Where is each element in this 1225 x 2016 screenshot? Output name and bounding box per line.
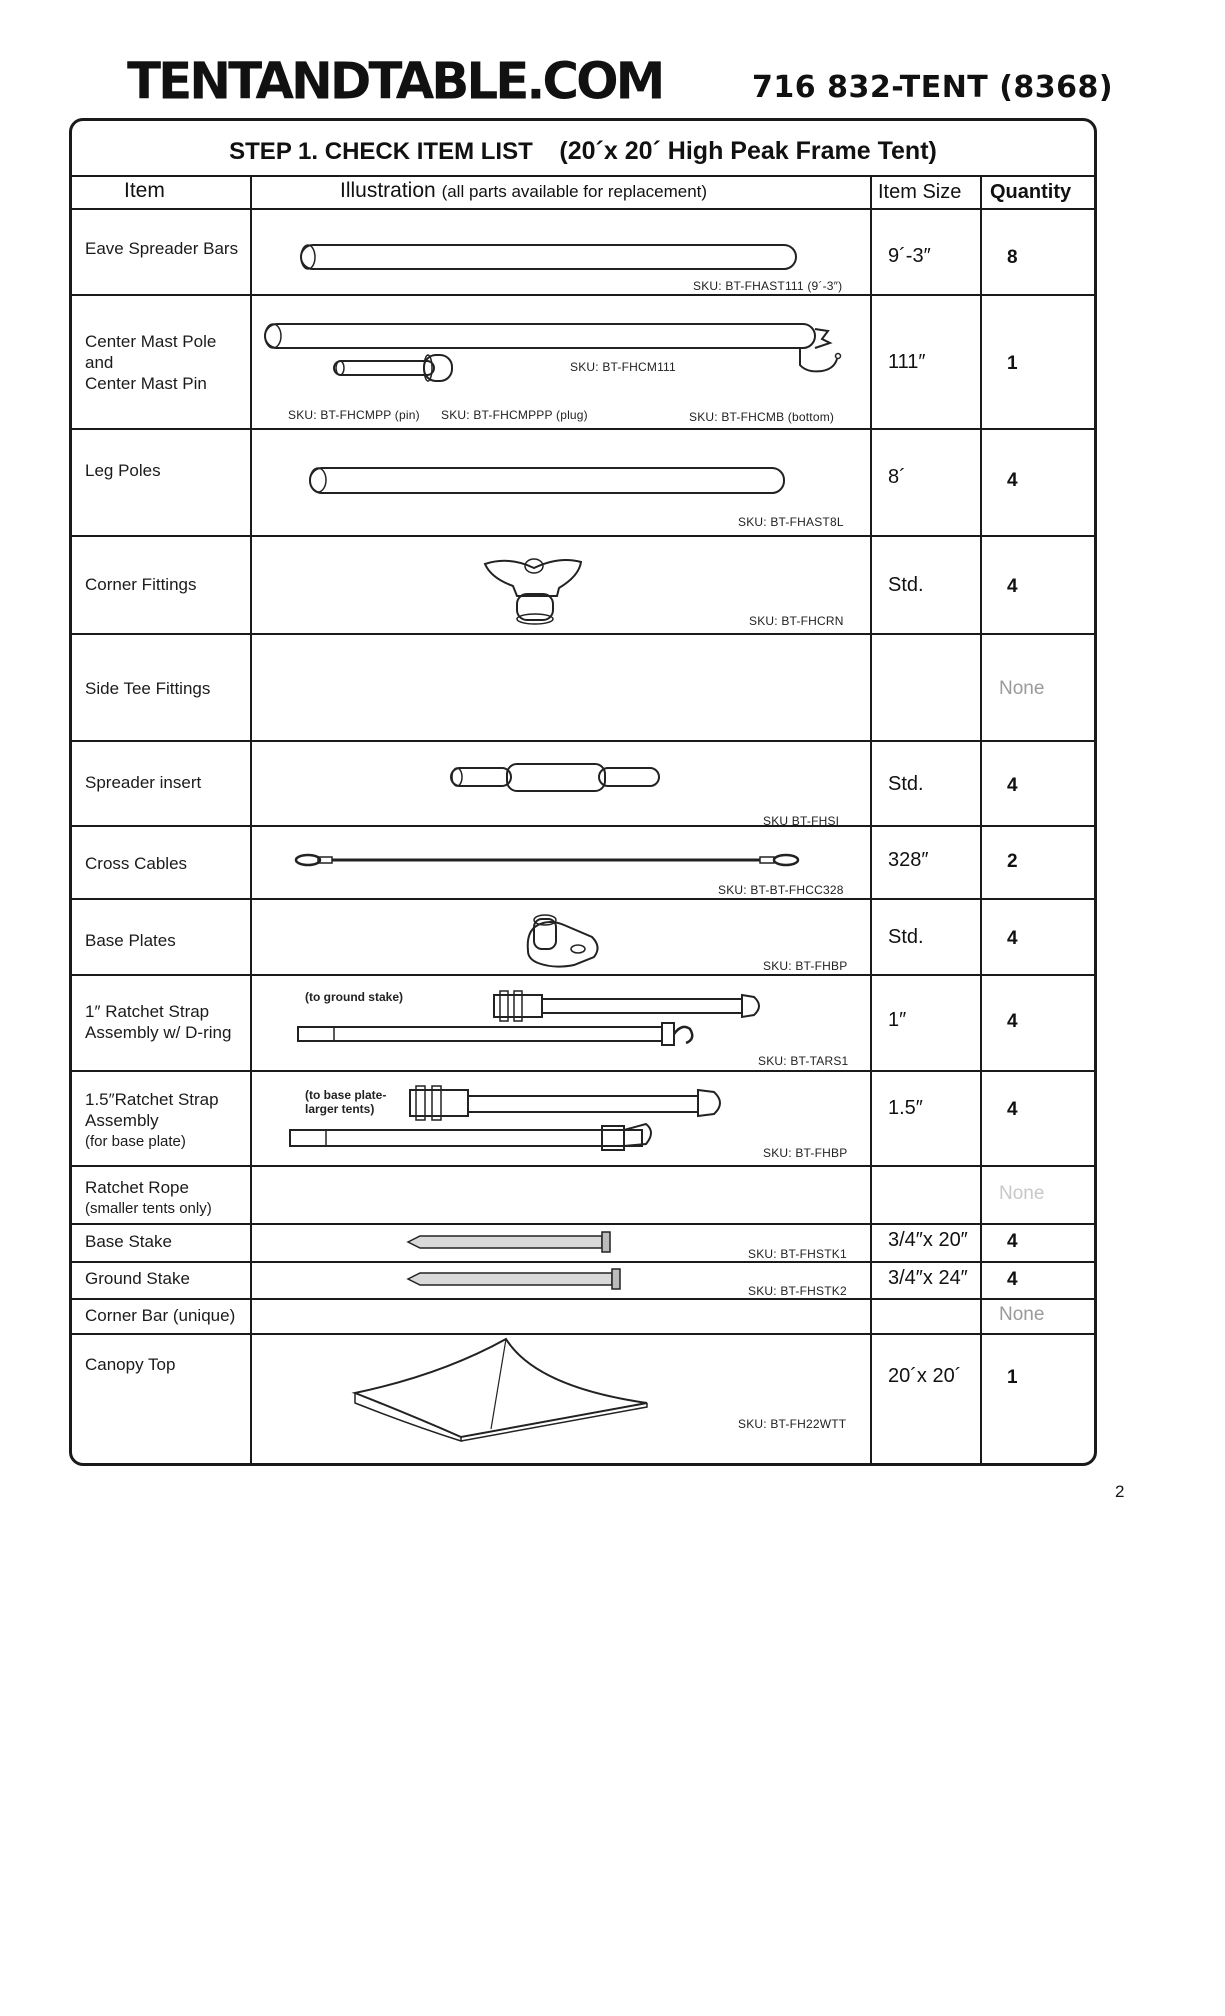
item-label: Ground Stake (85, 1269, 190, 1288)
item-size: Std. (888, 574, 924, 596)
item-label: Leg Poles (85, 461, 161, 480)
strap-note: (to base plate- larger tents) (305, 1088, 387, 1116)
item-label-line: Center Mast Pole (85, 332, 217, 351)
item-quantity: 4 (1007, 470, 1018, 491)
sku-label: SKU BT-FHSI (763, 814, 840, 828)
item-quantity: 4 (1007, 576, 1018, 597)
item-list-table (69, 118, 1097, 1466)
bar-icon (299, 242, 801, 272)
item-quantity: 4 (1007, 775, 1018, 796)
column-divider (980, 175, 982, 1465)
column-header-quantity: Quantity (990, 181, 1072, 203)
item-quantity: 1 (1007, 353, 1018, 374)
row-divider (72, 1165, 1094, 1167)
item-quantity: None (999, 678, 1045, 699)
step-title-subtitle: (20´x 20´ High Peak Frame Tent) (559, 137, 937, 165)
stake-icon (406, 1230, 616, 1254)
item-label-line: Assembly w/ D-ring (85, 1023, 232, 1042)
row-divider (72, 1070, 1094, 1072)
header-divider-bottom (72, 208, 1094, 210)
item-label (85, 1177, 250, 1219)
page-number: 2 (1115, 1482, 1125, 1501)
column-divider (250, 175, 252, 1465)
sku-label: SKU: BT-FHBP (763, 1146, 848, 1160)
item-size: 1″ (888, 1009, 907, 1031)
item-size: 3/4″x 20″ (888, 1229, 968, 1251)
row-divider (72, 898, 1094, 900)
sku-label: SKU: BT-FH22WTT (738, 1417, 847, 1431)
item-label (85, 1089, 250, 1152)
item-label: Canopy Top (85, 1355, 176, 1374)
row-divider (72, 1298, 1094, 1300)
cable-icon (294, 849, 802, 871)
row-divider (72, 428, 1094, 430)
row-divider (72, 825, 1094, 827)
item-size: 3/4″x 24″ (888, 1267, 968, 1289)
step-title (72, 137, 1094, 166)
item-quantity: 8 (1007, 247, 1018, 268)
mast-pole-icon (262, 321, 862, 391)
item-label-line: (for base plate) (85, 1133, 186, 1150)
sku-label: SKU: BT-FHCMB (bottom) (689, 410, 835, 424)
sku-label: SKU: BT-BT-FHCC328 (718, 883, 844, 897)
canopy-icon (351, 1337, 651, 1443)
item-size: 8´ (888, 466, 906, 488)
pole-icon (308, 465, 788, 497)
item-label: Base Stake (85, 1232, 172, 1251)
item-label (85, 331, 250, 394)
item-label: Base Plates (85, 931, 176, 950)
header-divider-top (72, 175, 1094, 177)
corner-fitting-icon (479, 546, 589, 628)
strap-note: (to ground stake) (305, 990, 403, 1004)
sku-label: SKU: BT-FHCMPPP (plug) (441, 408, 588, 422)
item-quantity: 4 (1007, 1099, 1018, 1120)
column-header-size: Item Size (878, 181, 962, 203)
item-size: 9´-3″ (888, 245, 931, 267)
item-quantity: 4 (1007, 1231, 1018, 1252)
item-quantity: None (999, 1183, 1045, 1204)
item-size: 111″ (888, 351, 926, 373)
sku-label: SKU: BT-TARS1 (758, 1054, 849, 1068)
row-divider (72, 740, 1094, 742)
item-size: 1.5″ (888, 1097, 923, 1119)
item-label: Corner Bar (unique) (85, 1306, 236, 1325)
item-label: Eave Spreader Bars (85, 239, 239, 258)
column-header-illustration (340, 179, 707, 203)
step-title-main: STEP 1. CHECK ITEM LIST (229, 138, 533, 165)
item-size: 328″ (888, 849, 929, 871)
column-header-illustration-label: Illustration (340, 179, 436, 202)
logo: TENTANDTABLE.COM (127, 51, 663, 111)
row-divider (72, 535, 1094, 537)
column-header-item: Item (124, 179, 165, 202)
item-label-line: and (85, 353, 114, 372)
row-divider (72, 1333, 1094, 1335)
item-label-line: (smaller tents only) (85, 1200, 212, 1217)
item-label-line: Ratchet Rope (85, 1178, 189, 1197)
spreader-insert-icon (449, 762, 663, 794)
base-plate-icon (524, 911, 602, 971)
item-quantity: 4 (1007, 928, 1018, 949)
item-label-line: Center Mast Pin (85, 374, 207, 393)
ratchet-strap-icon (294, 987, 774, 1049)
row-divider (72, 633, 1094, 635)
item-label: Spreader insert (85, 773, 202, 792)
item-label: Cross Cables (85, 854, 188, 873)
item-label: Side Tee Fittings (85, 679, 211, 698)
phone-number: 716 832-TENT (8368) (752, 70, 1114, 105)
sku-label: SKU: BT-FHCRN (749, 614, 844, 628)
item-label: Corner Fittings (85, 575, 197, 594)
item-quantity: None (999, 1304, 1045, 1325)
sku-label: SKU: BT-FHCM111 (570, 360, 676, 374)
stake-icon (406, 1267, 626, 1291)
sku-label: SKU: BT-FHAST111 (9´-3″) (693, 279, 843, 293)
column-divider (870, 175, 872, 1465)
row-divider (72, 974, 1094, 976)
item-size: Std. (888, 773, 924, 795)
sku-label: SKU: BT-FHAST8L (738, 515, 844, 529)
ratchet-strap-icon (286, 1082, 736, 1156)
item-quantity: 2 (1007, 851, 1018, 872)
item-quantity: 4 (1007, 1011, 1018, 1032)
sku-label: SKU: BT-FHSTK2 (748, 1284, 847, 1298)
column-header-illustration-note: (all parts available for replacement) (441, 182, 708, 201)
row-divider (72, 1261, 1094, 1263)
item-label-line: Assembly (85, 1111, 159, 1130)
sku-label: SKU: BT-FHBP (763, 959, 848, 973)
row-divider (72, 1223, 1094, 1225)
item-quantity: 4 (1007, 1269, 1018, 1290)
sku-label: SKU: BT-FHSTK1 (748, 1247, 847, 1261)
item-label (85, 1001, 250, 1043)
item-size: Std. (888, 926, 924, 948)
item-label-line: 1″ Ratchet Strap (85, 1002, 210, 1021)
item-size: 20´x 20´ (888, 1365, 962, 1387)
item-label-line: 1.5″Ratchet Strap (85, 1090, 219, 1109)
row-divider (72, 294, 1094, 296)
sku-label: SKU: BT-FHCMPP (pin) (288, 408, 420, 422)
item-quantity: 1 (1007, 1367, 1018, 1388)
